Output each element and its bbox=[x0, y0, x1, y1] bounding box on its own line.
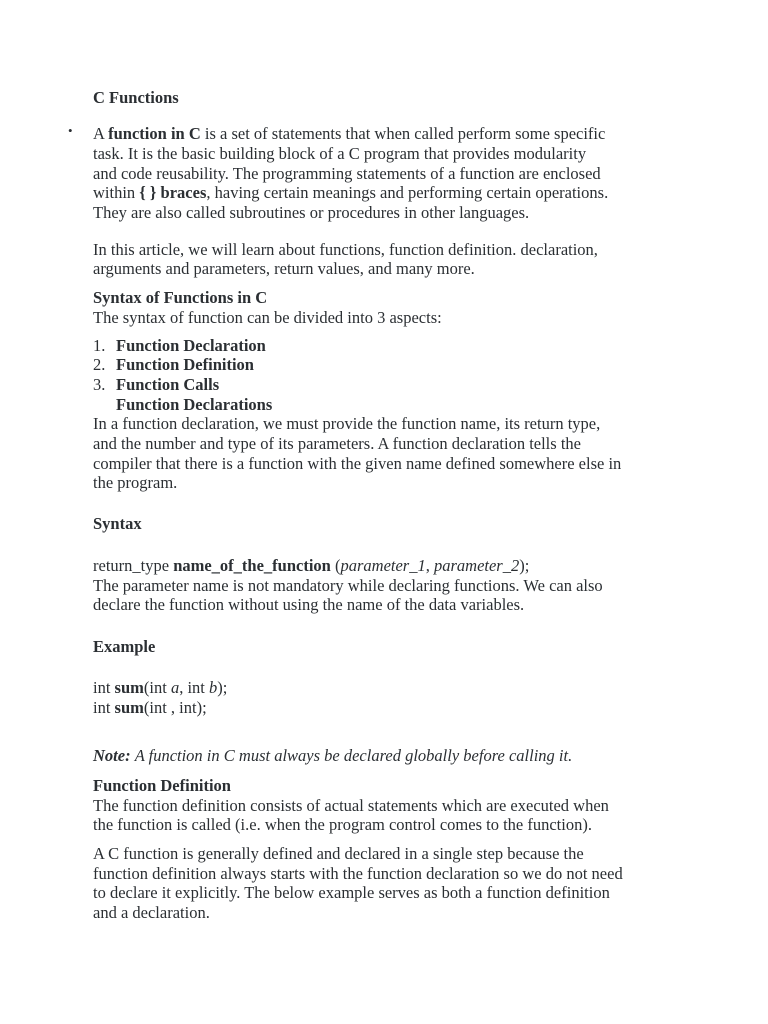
code-function-name: sum bbox=[114, 698, 144, 717]
intro-line-1 bbox=[93, 124, 605, 144]
syntax-section-heading bbox=[93, 288, 267, 308]
definition-p2-line-3: to declare it explicitly. The below example serves as both a function definition bbox=[93, 883, 610, 902]
heading-text: Example bbox=[93, 637, 156, 656]
intro-line-4 bbox=[93, 183, 608, 203]
code-text: ); bbox=[217, 678, 228, 697]
syntax-heading bbox=[93, 514, 142, 534]
code-param: parameter_1 bbox=[340, 556, 426, 575]
intro-text: , having certain meanings and performing certain operations. bbox=[206, 183, 609, 202]
intro-bold-braces: { } braces bbox=[139, 183, 207, 202]
list-item bbox=[93, 375, 219, 395]
intro-line-2: task. It is the basic building block of a C program that provides modularity bbox=[93, 144, 587, 163]
code-param: a bbox=[170, 678, 180, 697]
syntax-code-line bbox=[93, 556, 529, 576]
example-code-line-1 bbox=[93, 678, 227, 698]
code-function-name: sum bbox=[114, 678, 144, 697]
example-heading bbox=[93, 637, 155, 657]
bullet-marker: • bbox=[68, 123, 73, 138]
example-code-line-2 bbox=[93, 698, 207, 718]
declarations-line-4: the program. bbox=[93, 473, 178, 492]
heading-text: Syntax bbox=[93, 514, 142, 533]
note-line bbox=[93, 746, 572, 766]
code-text: return_type bbox=[93, 556, 170, 575]
definition-p1-line-2: the function is called (i.e. when the program control comes to the function). bbox=[93, 815, 592, 834]
definition-p2-line-1: A C function is generally defined and declared in a single step because the bbox=[93, 844, 584, 863]
intro-line-5: They are also called subroutines or procedures in other languages. bbox=[93, 203, 530, 222]
code-text: ( bbox=[334, 556, 341, 575]
code-text: , bbox=[425, 556, 434, 575]
code-text: ); bbox=[519, 556, 530, 575]
syntax-note-line-2: declare the function without using the name of the data variables. bbox=[93, 595, 525, 614]
intro-bold-term: function in C bbox=[108, 124, 201, 143]
definition-p1-line-1: The function definition consists of actual statements which are executed when bbox=[93, 796, 609, 815]
heading-text: Function Declarations bbox=[116, 395, 273, 414]
code-text: , int bbox=[179, 678, 205, 697]
intro-text: A bbox=[93, 124, 105, 143]
code-text: (int , int); bbox=[143, 698, 207, 717]
list-item bbox=[93, 355, 254, 375]
declarations-line-2: and the number and type of its parameters. A function declaration tells the bbox=[93, 434, 581, 453]
definition-heading bbox=[93, 776, 231, 796]
definition-p2-line-2: function definition always starts with the function declaration so we do not need bbox=[93, 864, 623, 883]
list-number: 2. bbox=[93, 355, 106, 374]
code-text: int bbox=[93, 678, 111, 697]
list-label: Function Definition bbox=[116, 355, 254, 374]
code-text: int bbox=[93, 698, 111, 717]
declarations-line-3: compiler that there is a function with the given name defined somewhere else in bbox=[93, 454, 622, 473]
heading-text: Function Definition bbox=[93, 776, 231, 795]
heading-text: Syntax of Functions in C bbox=[93, 288, 268, 307]
list-label: Function Declaration bbox=[116, 336, 266, 355]
list-number: 3. bbox=[93, 375, 106, 394]
list-item bbox=[93, 336, 266, 356]
intro-text: within bbox=[93, 183, 136, 202]
code-function-name: name_of_the_function bbox=[173, 556, 331, 575]
code-param: parameter_2 bbox=[433, 556, 520, 575]
code-param: b bbox=[208, 678, 218, 697]
note-text: A function in C must always be declared globally before calling it. bbox=[134, 746, 573, 765]
definition-p2-line-4: and a declaration. bbox=[93, 903, 210, 922]
declarations-line-1: In a function declaration, we must provide the function name, its return type, bbox=[93, 414, 601, 433]
intro-line-3: and code reusability. The programming statements of a function are enclosed bbox=[93, 164, 601, 183]
syntax-section-lead: The syntax of function can be divided into 3 aspects: bbox=[93, 308, 442, 327]
page-title-text: C Functions bbox=[93, 88, 179, 107]
note-label: Note: bbox=[93, 746, 131, 765]
list-number: 1. bbox=[93, 336, 106, 355]
declarations-heading bbox=[116, 395, 272, 415]
page-title bbox=[93, 88, 179, 108]
intro-p2-line-2: arguments and parameters, return values, and many more. bbox=[93, 259, 475, 278]
intro-p2-line-1: In this article, we will learn about functions, function definition. declaration, bbox=[93, 240, 598, 259]
syntax-note-line-1: The parameter name is not mandatory while declaring functions. We can also bbox=[93, 576, 603, 595]
intro-text: is a set of statements that when called perform some specific bbox=[204, 124, 606, 143]
list-label: Function Calls bbox=[116, 375, 220, 394]
code-text: (int bbox=[143, 678, 167, 697]
